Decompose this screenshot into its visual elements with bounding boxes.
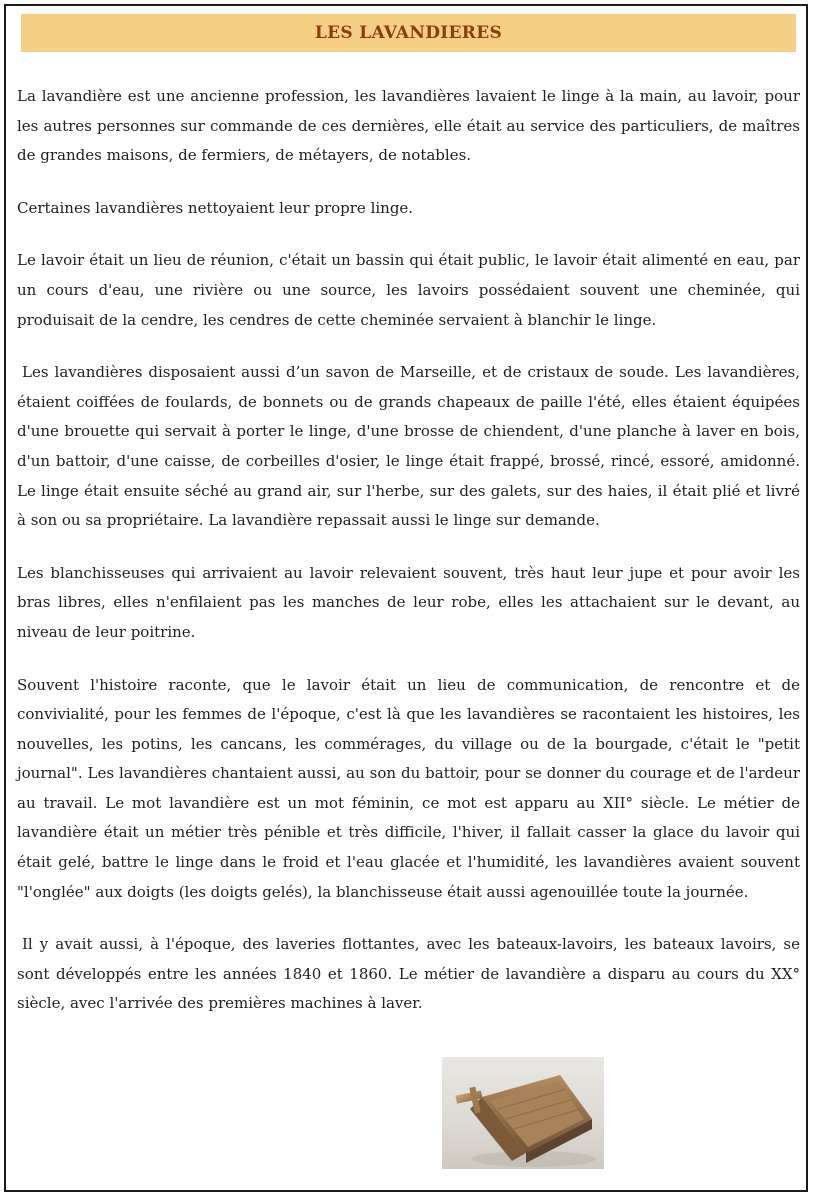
paragraph-1: La lavandière est une ancienne profession, les lavandières lavaient le linge à la main, au lavoir, pour les autres personnes sur commande de ces dernières, elle était au service des particuliers, de maîtres de grandes maisons, de fermiers, de métayers, de notables. — [17, 87, 800, 165]
kneeling-box-illustration — [442, 1057, 604, 1169]
title-banner — [21, 14, 796, 52]
paragraph-4: Les lavandières disposaient aussi d’un savon de Marseille, et de cristaux de soude. Les lavandières, étaient coiffées de foulards, de bonnets ou de grands chapeaux de paille l'été, elles étaient équipées d'une brouette qui servait à porter le linge, d'une brosse de chiendent, d'une planche à laver en bois, d'un battoir, d'une caisse, de corbeilles d'osier, le linge était frappé, brossé, rincé, essoré, amidonné. Le linge était ensuite séché au grand air, sur l'herbe, sur des galets, sur des haies, il était plié et livré à son ou sa propriétaire. La lavandière repassait aussi le linge sur demande. — [17, 363, 800, 530]
washing-box-photo — [442, 1057, 604, 1169]
paragraph-5: Les blanchisseuses qui arrivaient au lavoir relevaient souvent, très haut leur jupe et pour avoir les bras libres, elles n'enfilaient pas les manches de leur robe, elles les attachaient sur le devant, au niveau de leur poitrine. — [17, 563, 800, 641]
paragraph-2: Certaines lavandières nettoyaient leur propre linge. — [17, 198, 414, 217]
paragraph-7: Il y avait aussi, à l'époque, des laveries flottantes, avec les bateaux-lavoirs, les bateaux lavoirs, se sont développés entre les années 1840 et 1860. Le métier de lavandière a disparu au cours du XX° siècle, avec l'arrivée des premières machines à laver. — [17, 935, 800, 1013]
paragraph-6: Souvent l'histoire raconte, que le lavoir était un lieu de communication, de rencontre et de convivialité, pour les femmes de l'époque, c'est là que les lavandières se racontaient les histoires, les nouvelles, les potins, les cancans, les commérages, du village ou de la bourgade, c'était le "petit journal". Les lavandières chantaient aussi, au son du battoir, pour se donner du courage et de l'ardeur au travail. Le mot lavandière est un mot féminin, ce mot est apparu au XII° siècle. Le métier de lavandière était un métier très pénible et très difficile, l'hiver, il fallait casser la glace du lavoir qui était gelé, battre le linge dans le froid et l'eau glacée et l'humidité, les lavandières avaient souvent "l'onglée" aux doigts (les doigts gelés), la blanchisseuse était aussi agenouillée toute la journée. — [17, 675, 800, 901]
paragraph-3: Le lavoir était un lieu de réunion, c'était un bassin qui était public, le lavoir était alimenté en eau, par un cours d'eau, une rivière ou une source, les lavoirs possédaient souvent une cheminée, qui produisait de la cendre, les cendres de cette cheminée servaient à blanchir le linge. — [17, 251, 800, 329]
page-title: LES LAVANDIERES — [314, 23, 503, 43]
article-body — [17, 82, 800, 1042]
